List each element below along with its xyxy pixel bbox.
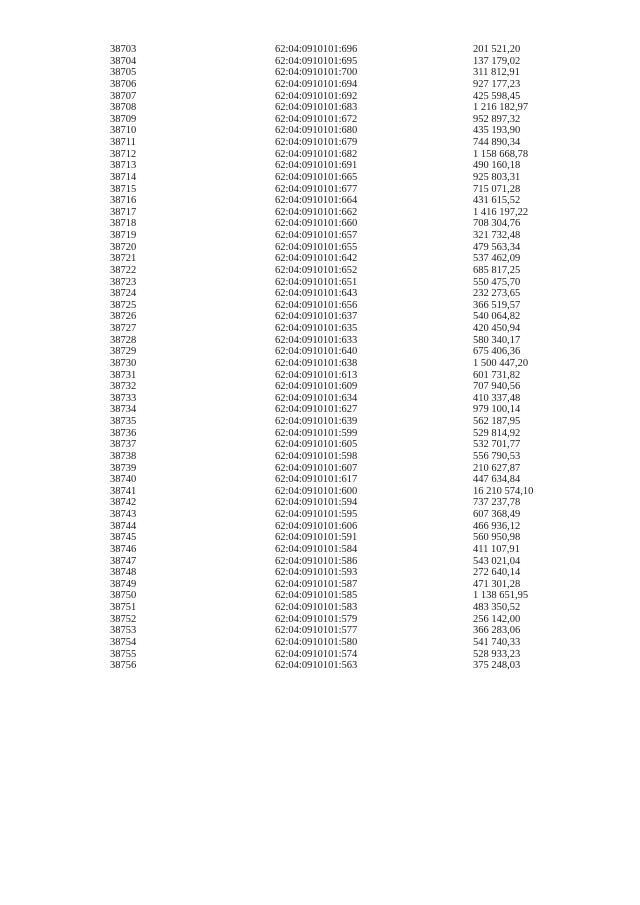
cadastral-number: 62:04:0910101:609 xyxy=(275,381,358,393)
row-number: 38751 xyxy=(110,602,137,613)
table-row xyxy=(110,579,590,591)
cadastral-number: 62:04:0910101:664 xyxy=(275,195,358,207)
cadastral-number: 62:04:0910101:607 xyxy=(275,462,358,474)
cadastral-value: 550 475,70 xyxy=(473,276,521,288)
cadastral-number: 62:04:0910101:580 xyxy=(275,636,358,648)
row-number: 38754 xyxy=(110,636,137,648)
cadastral-number: 62:04:0910101:591 xyxy=(275,532,358,544)
cadastral-value: 321 732,48 xyxy=(473,230,521,241)
cadastral-value: 529 814,92 xyxy=(473,427,521,439)
cadastral-value: 744 890,34 xyxy=(473,137,521,148)
cadastral-value: 556 790,53 xyxy=(473,450,521,462)
row-number: 38704 xyxy=(110,55,137,67)
cadastral-value: 528 933,23 xyxy=(473,648,521,660)
cadastral-number: 62:04:0910101:634 xyxy=(275,392,358,404)
cadastral-number: 62:04:0910101:656 xyxy=(275,299,358,311)
cadastral-number: 62:04:0910101:598 xyxy=(275,450,358,462)
row-number: 38725 xyxy=(110,299,137,311)
table-row xyxy=(110,614,590,626)
row-number: 38717 xyxy=(110,206,137,218)
row-number: 38716 xyxy=(110,195,137,207)
cadastral-value: 560 950,98 xyxy=(473,532,521,544)
row-number: 38711 xyxy=(110,137,136,148)
table-row xyxy=(110,463,590,475)
table-row xyxy=(110,91,590,103)
cadastral-value: 425 598,45 xyxy=(473,90,521,102)
table-row xyxy=(110,497,590,509)
row-number: 38734 xyxy=(110,404,137,416)
cadastral-number: 62:04:0910101:672 xyxy=(275,113,358,125)
cadastral-value: 979 100,14 xyxy=(473,404,521,416)
cadastral-value: 952 897,32 xyxy=(473,113,521,125)
table-row xyxy=(110,335,590,347)
cadastral-value: 375 248,03 xyxy=(473,660,521,672)
row-number: 38746 xyxy=(110,543,137,555)
table-row xyxy=(110,195,590,207)
cadastral-number: 62:04:0910101:651 xyxy=(275,276,358,288)
cadastral-number: 62:04:0910101:695 xyxy=(275,55,358,67)
row-number: 38703 xyxy=(110,44,137,55)
table-row xyxy=(110,207,590,219)
cadastral-value: 466 936,12 xyxy=(473,520,521,532)
row-number: 38720 xyxy=(110,241,137,253)
cadastral-number: 62:04:0910101:599 xyxy=(275,427,358,439)
cadastral-value: 1 158 668,78 xyxy=(473,148,529,160)
cadastral-number: 62:04:0910101:682 xyxy=(275,148,358,160)
row-number: 38724 xyxy=(110,288,137,300)
row-number: 38749 xyxy=(110,578,137,590)
cadastral-value: 601 731,82 xyxy=(473,369,521,381)
row-number: 38709 xyxy=(110,113,137,125)
data-table xyxy=(110,44,590,672)
row-number: 38713 xyxy=(110,160,137,172)
cadastral-number: 62:04:0910101:638 xyxy=(275,357,358,369)
table-row xyxy=(110,230,590,242)
cadastral-number: 62:04:0910101:677 xyxy=(275,183,358,195)
cadastral-value: 471 301,28 xyxy=(473,578,521,590)
row-number: 38742 xyxy=(110,497,137,509)
cadastral-number: 62:04:0910101:643 xyxy=(275,288,358,300)
table-row xyxy=(110,439,590,451)
cadastral-value: 675 406,36 xyxy=(473,346,521,358)
table-row xyxy=(110,567,590,579)
cadastral-number: 62:04:0910101:692 xyxy=(275,90,358,102)
cadastral-value: 562 187,95 xyxy=(473,416,521,427)
table-row xyxy=(110,218,590,230)
row-number: 38756 xyxy=(110,660,137,672)
cadastral-number: 62:04:0910101:584 xyxy=(275,543,358,555)
cadastral-number: 62:04:0910101:577 xyxy=(275,625,358,637)
row-number: 38745 xyxy=(110,532,137,544)
cadastral-number: 62:04:0910101:587 xyxy=(275,578,358,590)
row-number: 38744 xyxy=(110,520,137,532)
cadastral-number: 62:04:0910101:613 xyxy=(275,369,358,381)
table-row xyxy=(110,637,590,649)
row-number: 38705 xyxy=(110,67,137,79)
table-row xyxy=(110,253,590,265)
cadastral-value: 410 337,48 xyxy=(473,392,521,404)
cadastral-value: 256 142,00 xyxy=(473,613,521,625)
table-row xyxy=(110,602,590,614)
cadastral-value: 925 803,31 xyxy=(473,171,521,183)
row-number: 38735 xyxy=(110,416,137,427)
cadastral-value: 16 210 574,10 xyxy=(473,485,534,497)
row-number: 38737 xyxy=(110,439,137,451)
table-row xyxy=(110,544,590,556)
cadastral-number: 62:04:0910101:696 xyxy=(275,44,358,55)
cadastral-value: 447 634,84 xyxy=(473,474,521,486)
table-row xyxy=(110,404,590,416)
table-row xyxy=(110,137,590,149)
cadastral-number: 62:04:0910101:652 xyxy=(275,264,358,276)
cadastral-number: 62:04:0910101:633 xyxy=(275,334,358,346)
cadastral-value: 366 283,06 xyxy=(473,625,521,637)
table-row xyxy=(110,172,590,184)
row-number: 38743 xyxy=(110,509,137,520)
table-row xyxy=(110,649,590,661)
cadastral-value: 532 701,77 xyxy=(473,439,521,451)
row-number: 38712 xyxy=(110,148,137,160)
cadastral-number: 62:04:0910101:657 xyxy=(275,230,358,241)
table-row xyxy=(110,288,590,300)
row-number: 38710 xyxy=(110,125,137,137)
table-row xyxy=(110,184,590,196)
cadastral-number: 62:04:0910101:579 xyxy=(275,613,358,625)
cadastral-number: 62:04:0910101:606 xyxy=(275,520,358,532)
cadastral-number: 62:04:0910101:642 xyxy=(275,253,358,265)
row-number: 38739 xyxy=(110,462,137,474)
row-number: 38748 xyxy=(110,567,137,579)
cadastral-value: 431 615,52 xyxy=(473,195,521,207)
cadastral-number: 62:04:0910101:627 xyxy=(275,404,358,416)
row-number: 38723 xyxy=(110,276,137,288)
cadastral-value: 708 304,76 xyxy=(473,218,521,230)
cadastral-value: 137 179,02 xyxy=(473,55,521,67)
cadastral-number: 62:04:0910101:617 xyxy=(275,474,358,486)
table-row xyxy=(110,660,590,672)
row-number: 38747 xyxy=(110,555,137,567)
cadastral-number: 62:04:0910101:639 xyxy=(275,416,358,427)
table-row xyxy=(110,242,590,254)
cadastral-value: 479 563,34 xyxy=(473,241,521,253)
cadastral-value: 272 640,14 xyxy=(473,567,521,579)
cadastral-value: 490 160,18 xyxy=(473,160,521,172)
table-row xyxy=(110,590,590,602)
cadastral-value: 715 071,28 xyxy=(473,183,521,195)
cadastral-number: 62:04:0910101:700 xyxy=(275,67,358,79)
cadastral-number: 62:04:0910101:595 xyxy=(275,509,358,520)
cadastral-number: 62:04:0910101:640 xyxy=(275,346,358,358)
cadastral-value: 420 450,94 xyxy=(473,323,521,334)
cadastral-number: 62:04:0910101:563 xyxy=(275,660,358,672)
table-row xyxy=(110,451,590,463)
cadastral-number: 62:04:0910101:605 xyxy=(275,439,358,451)
cadastral-number: 62:04:0910101:679 xyxy=(275,137,358,148)
row-number: 38722 xyxy=(110,264,137,276)
row-number: 38733 xyxy=(110,392,137,404)
cadastral-value: 607 368,49 xyxy=(473,509,521,520)
table-row xyxy=(110,125,590,137)
cadastral-number: 62:04:0910101:586 xyxy=(275,555,358,567)
row-number: 38731 xyxy=(110,369,137,381)
cadastral-number: 62:04:0910101:665 xyxy=(275,171,358,183)
table-row xyxy=(110,300,590,312)
cadastral-number: 62:04:0910101:660 xyxy=(275,218,358,230)
table-row xyxy=(110,160,590,172)
row-number: 38719 xyxy=(110,230,137,241)
cadastral-number: 62:04:0910101:635 xyxy=(275,323,358,334)
cadastral-number: 62:04:0910101:680 xyxy=(275,125,358,137)
table-row xyxy=(110,149,590,161)
table-row xyxy=(110,474,590,486)
cadastral-value: 1 500 447,20 xyxy=(473,357,529,369)
table-row xyxy=(110,67,590,79)
table-row xyxy=(110,323,590,335)
cadastral-number: 62:04:0910101:594 xyxy=(275,497,358,509)
cadastral-value: 1 216 182,97 xyxy=(473,102,529,114)
row-number: 38708 xyxy=(110,102,137,114)
table-row xyxy=(110,311,590,323)
cadastral-value: 1 416 197,22 xyxy=(473,206,529,218)
table-row xyxy=(110,509,590,521)
row-number: 38707 xyxy=(110,90,137,102)
row-number: 38738 xyxy=(110,450,137,462)
row-number: 38706 xyxy=(110,78,137,90)
table-row xyxy=(110,532,590,544)
cadastral-value: 737 237,78 xyxy=(473,497,521,509)
cadastral-number: 62:04:0910101:593 xyxy=(275,567,358,579)
table-row xyxy=(110,416,590,428)
cadastral-value: 232 273,65 xyxy=(473,288,521,300)
table-row xyxy=(110,381,590,393)
row-number: 38732 xyxy=(110,381,137,393)
cadastral-value: 707 940,56 xyxy=(473,381,521,393)
row-number: 38727 xyxy=(110,323,137,334)
table-row xyxy=(110,556,590,568)
cadastral-value: 541 740,33 xyxy=(473,636,521,648)
table-row xyxy=(110,428,590,440)
table-row xyxy=(110,44,590,56)
cadastral-value: 543 021,04 xyxy=(473,555,521,567)
row-number: 38721 xyxy=(110,253,137,265)
table-row xyxy=(110,625,590,637)
cadastral-value: 685 817,25 xyxy=(473,264,521,276)
table-row xyxy=(110,114,590,126)
row-number: 38750 xyxy=(110,590,137,602)
cadastral-value: 201 521,20 xyxy=(473,44,521,55)
cadastral-number: 62:04:0910101:655 xyxy=(275,241,358,253)
row-number: 38728 xyxy=(110,334,137,346)
cadastral-value: 435 193,90 xyxy=(473,125,521,137)
row-number: 38729 xyxy=(110,346,137,358)
cadastral-value: 483 350,52 xyxy=(473,602,521,613)
cadastral-value: 540 064,82 xyxy=(473,311,521,323)
cadastral-number: 62:04:0910101:583 xyxy=(275,602,358,613)
table-row xyxy=(110,79,590,91)
cadastral-value: 311 812,91 xyxy=(473,67,520,79)
table-row xyxy=(110,277,590,289)
row-number: 38736 xyxy=(110,427,137,439)
row-number: 38714 xyxy=(110,171,137,183)
table-row xyxy=(110,393,590,405)
table-row xyxy=(110,521,590,533)
table-row xyxy=(110,486,590,498)
row-number: 38730 xyxy=(110,357,137,369)
row-number: 38715 xyxy=(110,183,137,195)
cadastral-value: 210 627,87 xyxy=(473,462,521,474)
cadastral-number: 62:04:0910101:691 xyxy=(275,160,358,172)
cadastral-number: 62:04:0910101:585 xyxy=(275,590,358,602)
cadastral-value: 411 107,91 xyxy=(473,543,520,555)
table-row xyxy=(110,265,590,277)
cadastral-value: 537 462,09 xyxy=(473,253,521,265)
cadastral-value: 366 519,57 xyxy=(473,299,521,311)
row-number: 38753 xyxy=(110,625,137,637)
cadastral-value: 927 177,23 xyxy=(473,78,521,90)
cadastral-value: 580 340,17 xyxy=(473,334,521,346)
cadastral-number: 62:04:0910101:574 xyxy=(275,648,358,660)
table-row xyxy=(110,102,590,114)
cadastral-number: 62:04:0910101:694 xyxy=(275,78,358,90)
table-row xyxy=(110,370,590,382)
row-number: 38741 xyxy=(110,485,137,497)
row-number: 38752 xyxy=(110,613,137,625)
cadastral-number: 62:04:0910101:600 xyxy=(275,485,358,497)
row-number: 38755 xyxy=(110,648,137,660)
row-number: 38726 xyxy=(110,311,137,323)
row-number: 38740 xyxy=(110,474,137,486)
cadastral-value: 1 138 651,95 xyxy=(473,590,529,602)
row-number: 38718 xyxy=(110,218,137,230)
cadastral-number: 62:04:0910101:662 xyxy=(275,206,358,218)
table-row xyxy=(110,346,590,358)
cadastral-number: 62:04:0910101:637 xyxy=(275,311,358,323)
table-row xyxy=(110,56,590,68)
cadastral-number: 62:04:0910101:683 xyxy=(275,102,358,114)
table-row xyxy=(110,358,590,370)
